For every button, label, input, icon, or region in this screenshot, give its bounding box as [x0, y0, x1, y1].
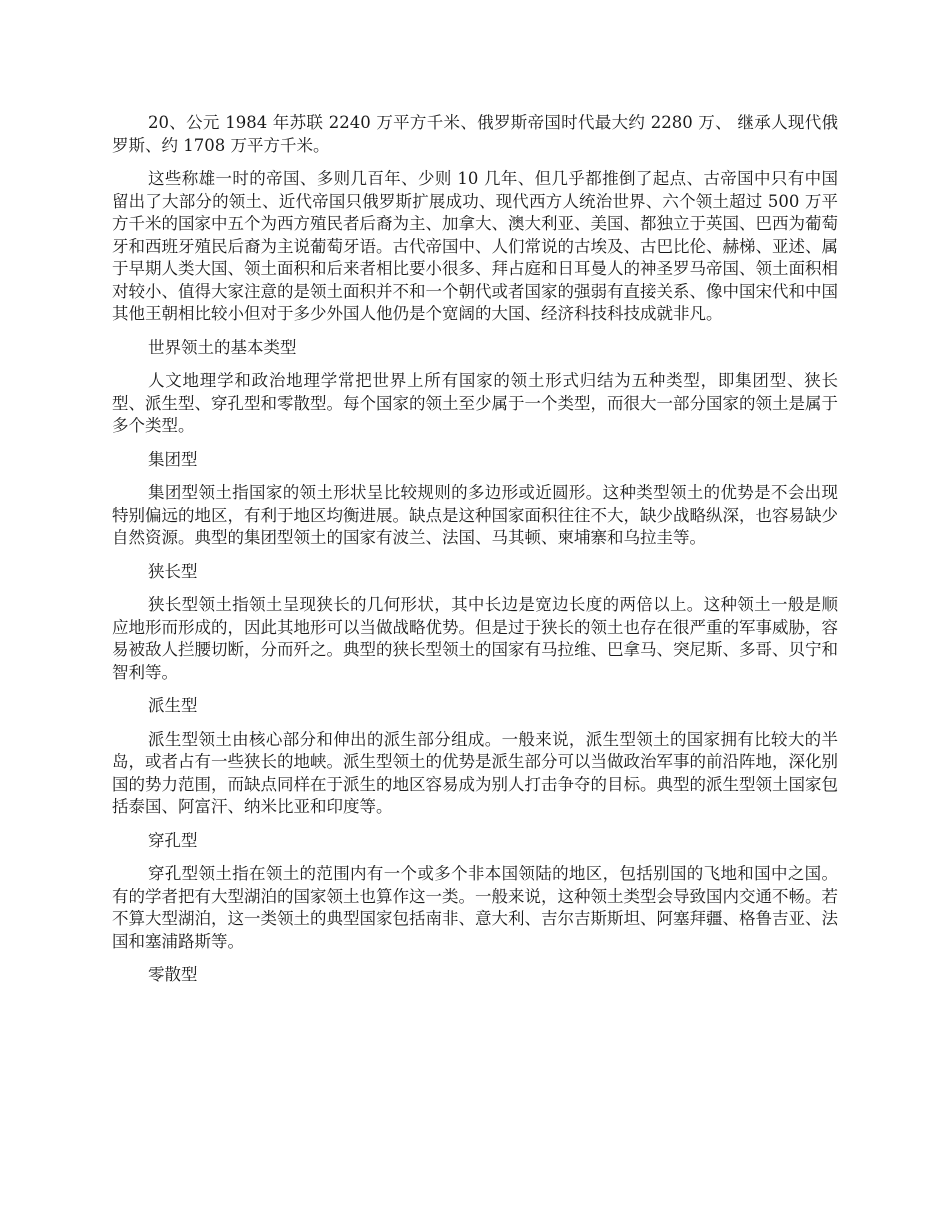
section-heading-elongated: 狭长型 [148, 561, 198, 581]
paragraph-empires: 这些称雄一时的帝国、多则几百年、少则 10 几年、但几乎都推倒了起点、古帝国中只有中国留出了大部分的领土、近代帝国只俄罗斯扩展成功、现代西方人统治世界、六个领土超过 500 万平方千米的国家中五个为西方殖民者后裔为主、加拿大、澳大利亚、美国、都独立于英国、巴西为葡萄牙和西班牙殖民后裔为主说葡萄牙语。古代帝国中、人们常说的古埃及、古巴比伦、赫梯、亚述、属于早期人类大国、领土面积和后来者相比要小很多、拜占庭和日耳曼人的神圣罗马帝国、领土面积相对较小、值得大家注意的是领土面积并不和一个朝代或者国家的强弱有直接关系、像中国宋代和中国其他王朝相比较小但对于多少外国人他仍是个宽阔的大国、经济科技科技成就非凡。 [112, 169, 838, 323]
paragraph-protruded: 派生型领土由核心部分和伸出的派生部分组成。一般来说，派生型领土的国家拥有比较大的半岛，或者占有一些狭长的地峡。派生型领土的优势是派生部分可以当做政治军事的前沿阵地，深化别国的势力范围，而缺点同样在于派生的地区容易成为别人打击争夺的目标。典型的派生型领土国家包括泰国、阿富汗、纳米比亚和印度等。 [112, 729, 838, 816]
document-page [112, 112, 838, 998]
section-heading-protruded: 派生型 [148, 696, 198, 715]
paragraph-five-types: 人文地理学和政治地理学常把世界上所有国家的领土形式归结为五种类型，即集团型、狭长型、派生型、穿孔型和零散型。每个国家的领土至少属于一个类型，而很大一部分国家的领土是属于多个类型。 [112, 371, 838, 435]
paragraph-compact: 集团型领土指国家的领土形状呈比较规则的多边形或近圆形。这种类型领土的优势是不会出现特别偏远的地区，有利于地区均衡进展。缺点是这种国家面积往往不大，缺少战略纵深，也容易缺少自然资源。典型的集团型领土的国家有波兰、法国、马其顿、柬埔寨和乌拉圭等。 [112, 483, 838, 547]
paragraph-perforated: 穿孔型领土指在领土的范围内有一个或多个非本国领陆的地区，包括别国的飞地和国中之国。有的学者把有大型湖泊的国家领土也算作这一类。一般来说，这种领土类型会导致国内交通不畅。若不算大型湖泊，这一类领土的典型国家包括南非、意大利、吉尔吉斯斯坦、阿塞拜疆、格鲁吉亚、法国和塞浦路斯等。 [112, 864, 838, 951]
section-heading-perforated: 穿孔型 [148, 830, 198, 850]
paragraph-elongated: 狭长型领土指领土呈现狭长的几何形状，其中长边是宽边长度的两倍以上。这种领土一般是顺应地形而形成的，因此其地形可以当做战略优势。但是过于狭长的领土也存在很严重的军事威胁，容易被敌人拦腰切断，分而歼之。典型的狭长型领土的国家有马拉维、巴拿马、突尼斯、多哥、贝宁和智利等。 [112, 595, 838, 682]
section-heading-basic-types: 世界领土的基本类型 [148, 337, 297, 357]
paragraph-ussr-area: 20、公元 1984 年苏联 2240 万平方千米、俄罗斯帝国时代最大约 2280 万、 继承人现代俄罗斯、约 1708 万平方千米。 [112, 113, 838, 155]
section-heading-fragmented: 零散型 [148, 965, 198, 984]
section-heading-compact: 集团型 [148, 449, 198, 469]
